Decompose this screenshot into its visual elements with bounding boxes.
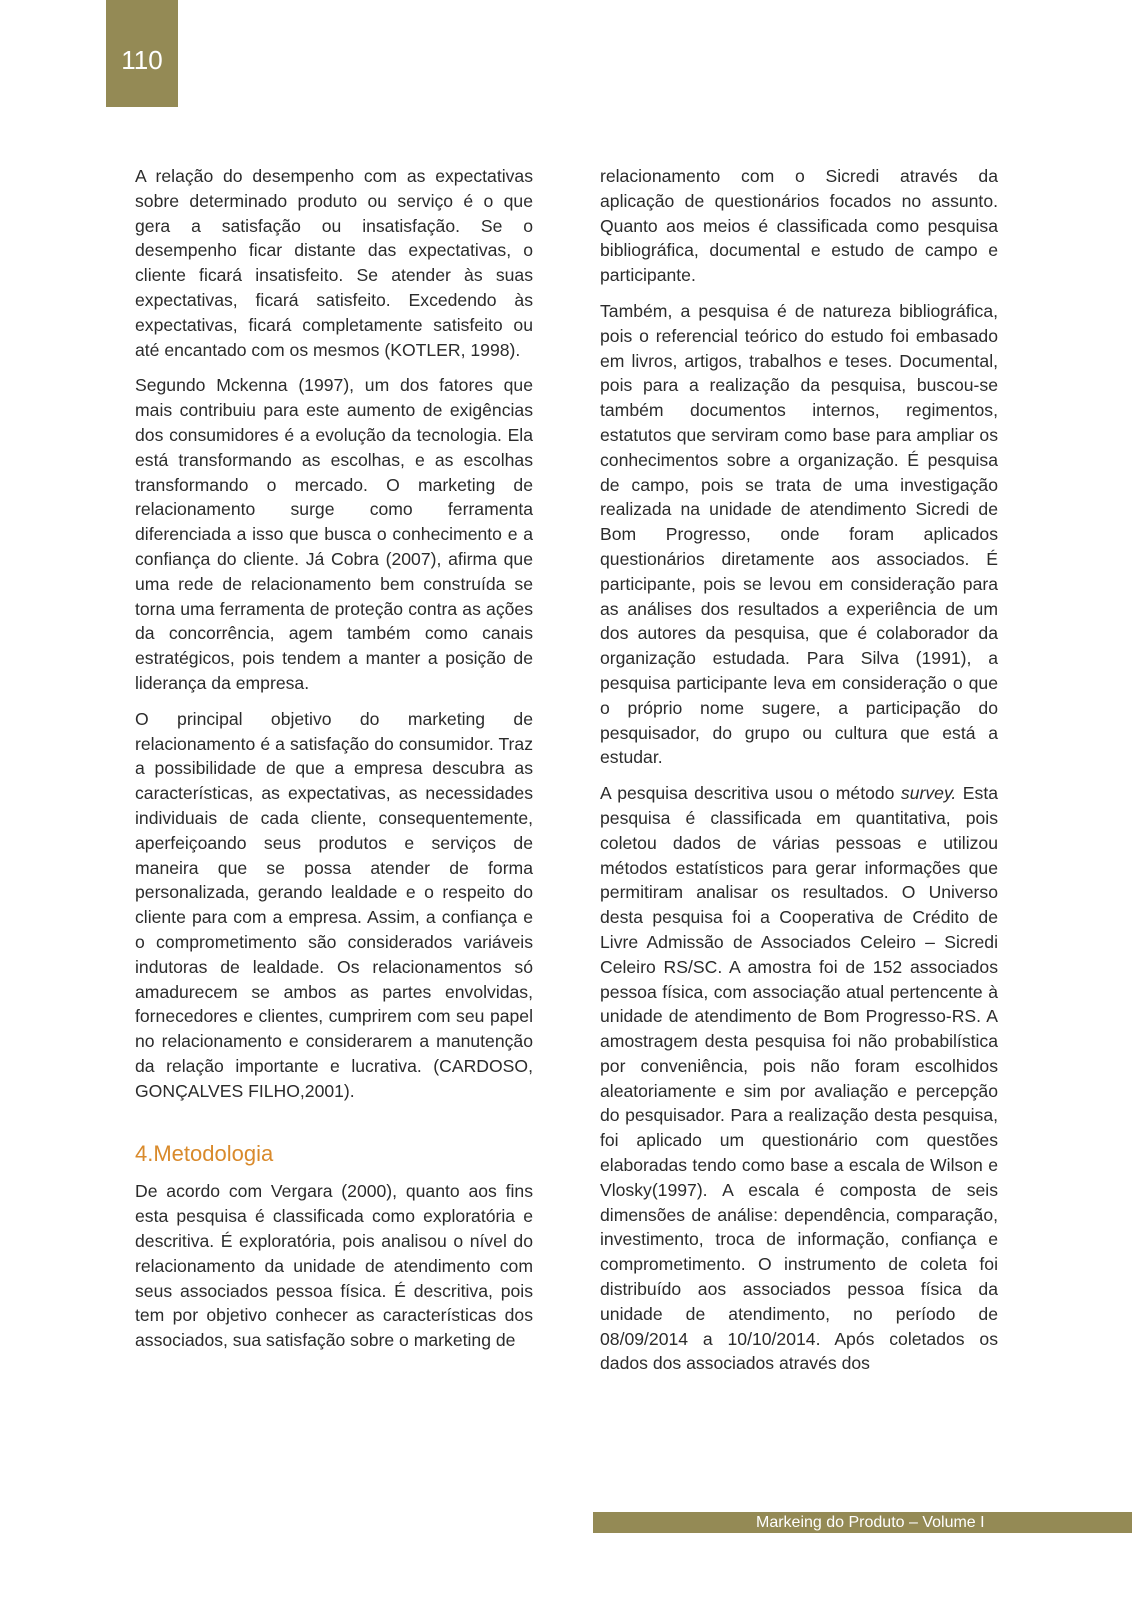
section-heading: 4.Metodologia: [135, 1141, 274, 1167]
paragraph: A relação do desempenho com as expectativas sobre determinado produto ou serviço é o que gera a satisfação ou insatisfação. Se o desempenho ficar distante das expectativas, o cliente ficará insatisfeito. Se atender às suas expectativas, ficará satisfeito. Excedendo às expectativas, ficará completamente satisfeito ou até encantado com os mesmos (KOTLER, 1998).: [135, 166, 533, 360]
paragraph: De acordo com Vergara (2000), quanto aos fins esta pesquisa é classificada como exploratória e descritiva. É exploratória, pois analisou o nível do relacionamento da unidade de atendimento com seus associados pessoa física. É descritiva, pois tem por objetivo conhecer as características dos associados, sua satisfação sobre o marketing de: [135, 1181, 533, 1351]
page-number-tab: [106, 0, 178, 107]
footer-bar: [593, 1512, 1132, 1533]
page-number: 110: [121, 45, 163, 75]
left-column: [135, 164, 533, 1364]
paragraph: Também, a pesquisa é de natureza bibliográfica, pois o referencial teórico do estudo foi embasado em livros, artigos, trabalhos e teses. Documental, pois para a realização da pesquisa, buscou-se também documentos internos, regimentos, estatutos que serviram como base para ampliar os conhecimentos sobre a organização. É pesquisa de campo, pois se trata de uma investigação realizada na unidade de atendimento Sicredi de Bom Progresso, onde foram aplicados questionários diretamente aos associados. É participante, pois se levou em consideração para as análises dos resultados a experiência de um dos autores da pesquisa, que é colaborador da organização estudada. Para Silva (1991), a pesquisa participante leva em consideração o que o próprio nome sugere, a participação do pesquisador, do grupo ou cultura que está a estudar.: [600, 300, 998, 768]
survey-text: Esta pesquisa é classificada em quantitativa, pois coletou dados de várias pessoas e utilizou métodos estatísticos para gerar informações que permitiram analisar os resultados. O Universo desta pesquisa foi a Cooperativa de Crédito de Livre Admissão de Associados Celeiro – Sicredi Celeiro RS/SC. A amostra foi de 152 associados pessoa física, com associação atual pertencente à unidade de atendimento de Bom Progresso-RS. A amostragem desta pesquisa foi não probabilística por conveniência, pois não foram escolhidos aleatoriamente e sim por avaliação e percepção do pesquisador. Para a realização desta pesquisa, foi aplicado um questionário com questões elaboradas tendo como base a escala de Wilson e Vlosky(1997). A escala é composta de seis dimensões de análise: dependência, comparação, investimento, troca de informação, confiança e comprometimento. O instrumento de coleta foi distribuído aos associados pessoa física da unidade de atendimento, no período de 08/09/2014 a 10/10/2014. Após coletados os dados dos associados através dos: [600, 783, 998, 1374]
paragraph: O principal objetivo do marketing de relacionamento é a satisfação do consumidor. Traz a possibilidade de que a empresa descubra as características, as expectativas, as necessidades individuais de cada cliente, consequentemente, aperfeiçoando seus produtos e serviços de maneira que se possa atender de forma personalizada, gerando lealdade e o respeito do cliente para com a empresa. Assim, a confiança e o comprometimento são considerados variáveis indutoras de lealdade. Os relacionamentos só amadurecem se ambos as partes envolvidas, fornecedores e clientes, cumprirem com seu papel no relacionamento e considerarem a manutenção da relação importante e lucrativa. (CARDOSO, GONÇALVES FILHO,2001).: [135, 708, 533, 1101]
survey-term: survey.: [900, 783, 957, 804]
survey-intro: A pesquisa descritiva usou o método: [600, 783, 901, 804]
paragraph: relacionamento com o Sicredi através da aplicação de questionários focados no assunto. Quanto aos meios é classificada como pesquisa bibliográfica, documental e estudo de campo e participante.: [600, 166, 998, 286]
paragraph: Segundo Mckenna (1997), um dos fatores que mais contribuiu para este aumento de exigências dos consumidores é a evolução da tecnologia. Ela está transformando as escolhas, e as escolhas transformando o mercado. O marketing de relacionamento surge como ferramenta diferenciada a isso que busca o conhecimento e a confiança do cliente. Já Cobra (2007), afirma que uma rede de relacionamento bem construída se torna uma ferramenta de proteção contra as ações da concorrência, agem também como canais estratégicos, pois tendem a manter a posição de liderança da empresa.: [135, 375, 533, 693]
footer-title: Markeing do Produto – Volume I: [756, 1514, 985, 1531]
survey-paragraph: [600, 781, 998, 1376]
right-column: [600, 164, 998, 1387]
